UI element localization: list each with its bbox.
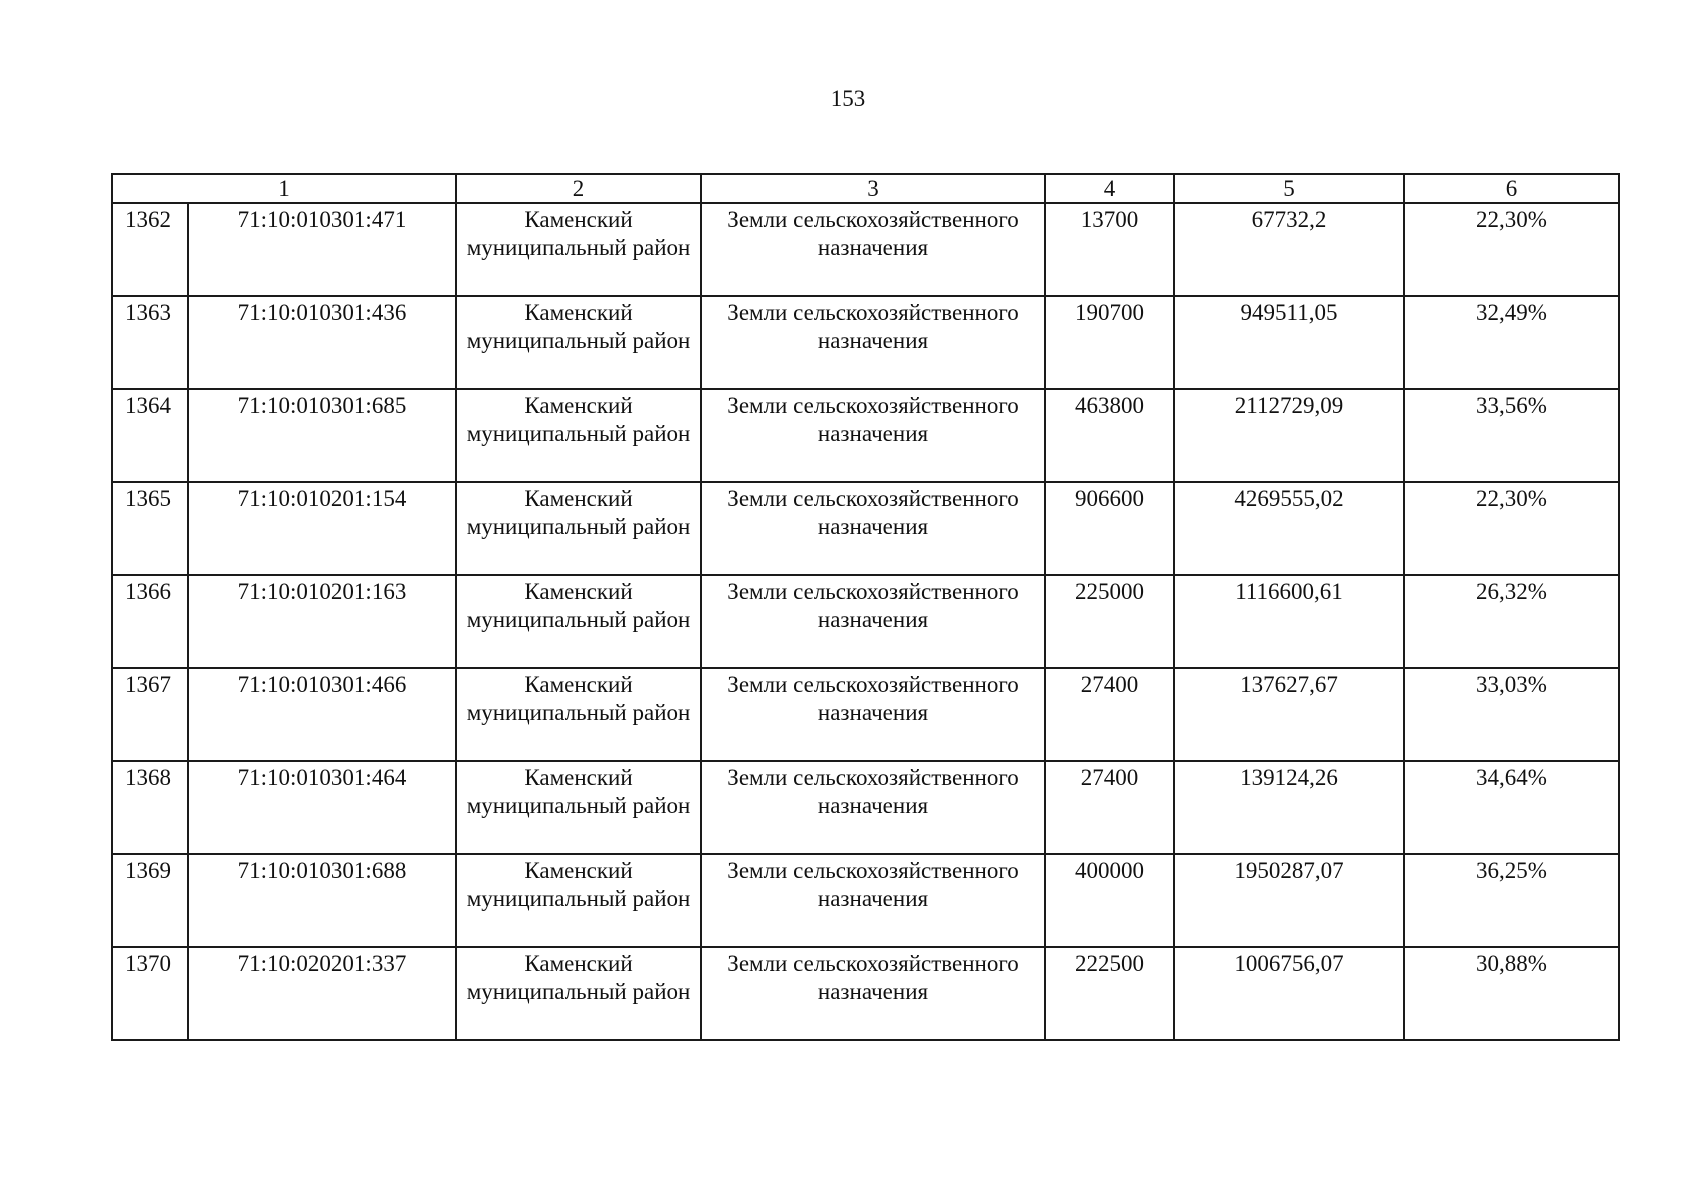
cadastral-value-cell: 137627,67 [1174,668,1404,761]
land-plots-table [111,173,1620,1041]
land-category-cell: Земли сельскохозяйственного назначения [701,482,1045,575]
area-cell: 463800 [1045,389,1174,482]
percentage-cell: 36,25% [1404,854,1619,947]
cadastral-value-cell: 4269555,02 [1174,482,1404,575]
cadastral-number-cell: 71:10:010301:688 [188,854,456,947]
row-number-cell: 1366 [112,575,188,668]
row-number-cell: 1369 [112,854,188,947]
page-number: 153 [830,86,866,111]
row-number-cell: 1365 [112,482,188,575]
column-header-6: 6 [1404,174,1619,203]
table-row [112,947,1619,1040]
cadastral-number-cell: 71:10:010301:471 [188,203,456,296]
table-row [112,668,1619,761]
percentage-cell: 22,30% [1404,482,1619,575]
percentage-cell: 34,64% [1404,761,1619,854]
land-category-cell: Земли сельскохозяйственного назначения [701,668,1045,761]
table-row [112,203,1619,296]
land-category-cell: Земли сельскохозяйственного назначения [701,203,1045,296]
table-row [112,296,1619,389]
land-category-cell: Земли сельскохозяйственного назначения [701,854,1045,947]
percentage-cell: 32,49% [1404,296,1619,389]
land-category-cell: Земли сельскохозяйственного назначения [701,575,1045,668]
percentage-cell: 22,30% [1404,203,1619,296]
municipality-cell: Каменский муниципальный район [456,947,701,1040]
table-row [112,575,1619,668]
land-category-cell: Земли сельскохозяйственного назначения [701,296,1045,389]
table-header-row [112,174,1619,203]
cadastral-number-cell: 71:10:010301:466 [188,668,456,761]
land-category-cell: Земли сельскохозяйственного назначения [701,761,1045,854]
table-row [112,854,1619,947]
row-number-cell: 1370 [112,947,188,1040]
percentage-cell: 26,32% [1404,575,1619,668]
municipality-cell: Каменский муниципальный район [456,203,701,296]
cadastral-value-cell: 67732,2 [1174,203,1404,296]
row-number-cell: 1362 [112,203,188,296]
column-header-2: 2 [456,174,701,203]
cadastral-value-cell: 1006756,07 [1174,947,1404,1040]
cadastral-number-cell: 71:10:010301:436 [188,296,456,389]
cadastral-value-cell: 949511,05 [1174,296,1404,389]
table-body [112,203,1619,1040]
area-cell: 13700 [1045,203,1174,296]
cadastral-value-cell: 1950287,07 [1174,854,1404,947]
column-header-5: 5 [1174,174,1404,203]
table-row [112,761,1619,854]
cadastral-value-cell: 139124,26 [1174,761,1404,854]
area-cell: 906600 [1045,482,1174,575]
table-row [112,482,1619,575]
row-number-cell: 1364 [112,389,188,482]
column-header-3: 3 [701,174,1045,203]
land-category-cell: Земли сельскохозяйственного назначения [701,389,1045,482]
cadastral-number-cell: 71:10:020201:337 [188,947,456,1040]
land-category-cell: Земли сельскохозяйственного назначения [701,947,1045,1040]
area-cell: 190700 [1045,296,1174,389]
cadastral-number-cell: 71:10:010201:154 [188,482,456,575]
municipality-cell: Каменский муниципальный район [456,761,701,854]
area-cell: 222500 [1045,947,1174,1040]
cadastral-value-cell: 2112729,09 [1174,389,1404,482]
row-number-cell: 1363 [112,296,188,389]
municipality-cell: Каменский муниципальный район [456,575,701,668]
cadastral-value-cell: 1116600,61 [1174,575,1404,668]
table-row [112,389,1619,482]
cadastral-number-cell: 71:10:010301:464 [188,761,456,854]
row-number-cell: 1368 [112,761,188,854]
municipality-cell: Каменский муниципальный район [456,296,701,389]
municipality-cell: Каменский муниципальный район [456,854,701,947]
column-header-4: 4 [1045,174,1174,203]
cadastral-number-cell: 71:10:010301:685 [188,389,456,482]
municipality-cell: Каменский муниципальный район [456,482,701,575]
area-cell: 27400 [1045,761,1174,854]
row-number-cell: 1367 [112,668,188,761]
percentage-cell: 33,03% [1404,668,1619,761]
area-cell: 400000 [1045,854,1174,947]
percentage-cell: 30,88% [1404,947,1619,1040]
municipality-cell: Каменский муниципальный район [456,389,701,482]
cadastral-number-cell: 71:10:010201:163 [188,575,456,668]
area-cell: 27400 [1045,668,1174,761]
column-header-1: 1 [112,174,456,203]
municipality-cell: Каменский муниципальный район [456,668,701,761]
percentage-cell: 33,56% [1404,389,1619,482]
area-cell: 225000 [1045,575,1174,668]
